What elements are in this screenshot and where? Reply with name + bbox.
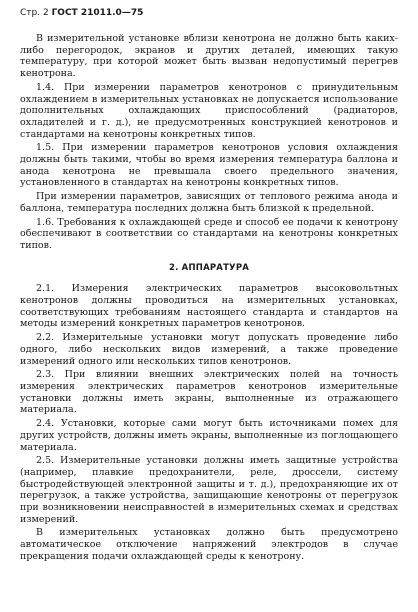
paragraph-1-4: 1.4. При измерении параметров кенотронов с принудительным охлаждением в измерительных установках не допускается использование дополнительных охлаждающих приспособлений (радиаторов, охладителей и г. д.), не предусмотренных конструкцией кенотронов и стандартами на кенотроны конкретных типов.	[20, 81, 398, 140]
paragraph-2-3: 2.3. При влиянии внешних электрических полей на точность измерения электрических параметров кенотронов измерительные установки должны иметь экраны, выполненные из отражающего материала.	[20, 369, 398, 416]
document-code: ГОСТ 21011.0—75	[51, 8, 144, 18]
paragraph-2-4: 2.4. Установки, которые сами могут быть источниками помех для других устройств, должны иметь экраны, выполненные из поглощающего материала.	[20, 418, 398, 453]
paragraph-2-5: 2.5. Измерительные установки должны иметь защитные устройства (например, плавкие предохранители, реле, дроссели, систему быстродействующей электронной защиты и т. д.), предохраняющие их от перегрузок, а также устройства, защищающие кенотроны от перегрузок при возникновении неисправностей в измерительных схемах и средствах измерений.	[20, 455, 398, 525]
section-2-body	[20, 283, 398, 562]
paragraph-1-6: 1.6. Требования к охлаждающей среде и способ ее подачи к кенотрону обеспечивают в соответствии со стандартами на кенотроны конкретных типов.	[20, 216, 398, 251]
paragraph-1-5: 1.5. При измерении параметров кенотронов условия охлаждения должны быть такими, чтобы во время измерения температура баллона и анода кенотрона не превышала своего предельного значения, установленного в стандартах на кенотроны конкретных типов.	[20, 142, 398, 189]
paragraph-2-5-addendum: В измерительных установках должно быть предусмотрено автоматическое отключение напряжений электродов в случае прекращения подачи охлаждающей среды к кенотрону.	[20, 527, 398, 562]
paragraph-2-2: 2.2. Измерительные установки могут допускать проведение либо одного, либо нескольких видов измерений, а также проведение измерений одного или нескольких типов кенотронов.	[20, 332, 398, 367]
paragraph-2-1: 2.1. Измерения электрических параметров высоковольтных кенотронов должны проводиться на измерительных установках, соответствующих требованиям настоящего стандарта и стандартов на методы измерений конкретных параметров кенотронов.	[20, 283, 398, 330]
running-header	[20, 8, 398, 19]
page-number: Стр. 2	[20, 8, 49, 18]
paragraph-1-5-addendum: При измерении параметров, зависящих от теплового режима анода и баллона, температура последних должна быть близкой к предельной.	[20, 191, 398, 214]
section-1-body	[20, 33, 398, 252]
paragraph-1-3-continued: В измерительной установке вблизи кенотрона не должно быть каких-либо перегородок, экранов и других деталей, имеющих такую температуру, при которой может быть вызван недопустимый перегрев кенотрона.	[20, 33, 398, 80]
section-2-title: 2. АППАРАТУРА	[168, 262, 250, 273]
